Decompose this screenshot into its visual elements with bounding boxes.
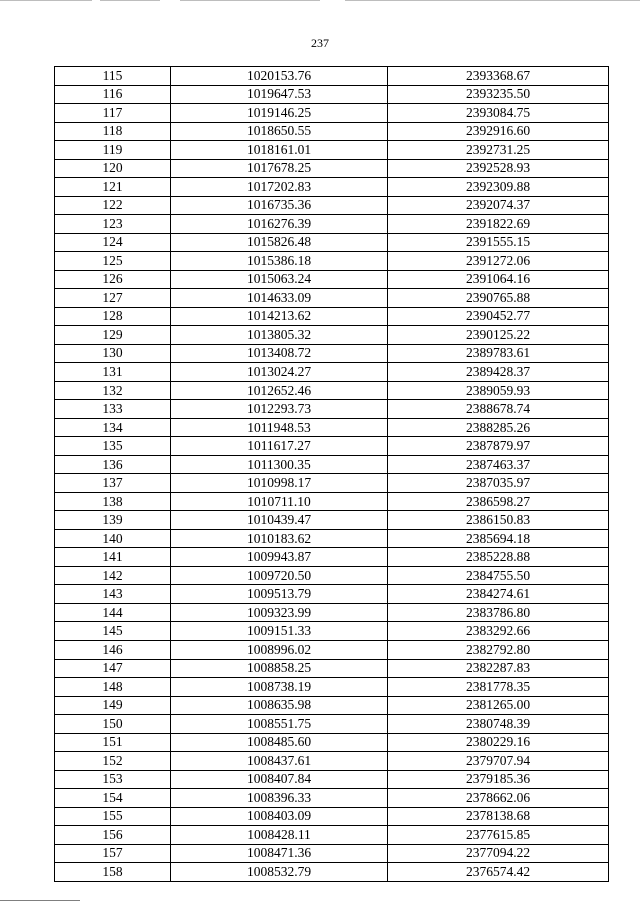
x-coordinate-cell: 1017678.25 [171, 159, 388, 178]
table-row [55, 511, 609, 530]
point-number-cell: 124 [55, 233, 171, 252]
table-row [55, 659, 609, 678]
point-number-cell: 128 [55, 307, 171, 326]
point-number-cell: 127 [55, 289, 171, 308]
table-row [55, 418, 609, 437]
x-coordinate-cell: 1016735.36 [171, 196, 388, 215]
x-coordinate-cell: 1019146.25 [171, 104, 388, 123]
point-number-cell: 129 [55, 326, 171, 345]
table-row [55, 640, 609, 659]
y-coordinate-cell: 2393084.75 [388, 104, 609, 123]
point-number-cell: 118 [55, 122, 171, 141]
x-coordinate-cell: 1010998.17 [171, 474, 388, 493]
y-coordinate-cell: 2393368.67 [388, 67, 609, 86]
point-number-cell: 143 [55, 585, 171, 604]
point-number-cell: 146 [55, 640, 171, 659]
point-number-cell: 119 [55, 141, 171, 160]
table-row [55, 233, 609, 252]
y-coordinate-cell: 2387879.97 [388, 437, 609, 456]
y-coordinate-cell: 2389059.93 [388, 381, 609, 400]
point-number-cell: 133 [55, 400, 171, 419]
point-number-cell: 148 [55, 678, 171, 697]
table-row [55, 122, 609, 141]
table-row [55, 696, 609, 715]
table-row [55, 289, 609, 308]
x-coordinate-cell: 1008407.84 [171, 770, 388, 789]
coordinates-table [54, 66, 609, 882]
y-coordinate-cell: 2379707.94 [388, 752, 609, 771]
point-number-cell: 154 [55, 789, 171, 808]
table-row [55, 363, 609, 382]
point-number-cell: 149 [55, 696, 171, 715]
table-row [55, 178, 609, 197]
table-row [55, 863, 609, 882]
x-coordinate-cell: 1011617.27 [171, 437, 388, 456]
x-coordinate-cell: 1008485.60 [171, 733, 388, 752]
point-number-cell: 140 [55, 529, 171, 548]
table-row [55, 437, 609, 456]
x-coordinate-cell: 1011948.53 [171, 418, 388, 437]
point-number-cell: 142 [55, 566, 171, 585]
x-coordinate-cell: 1015063.24 [171, 270, 388, 289]
x-coordinate-cell: 1010439.47 [171, 511, 388, 530]
y-coordinate-cell: 2386150.83 [388, 511, 609, 530]
y-coordinate-cell: 2387463.37 [388, 455, 609, 474]
y-coordinate-cell: 2391822.69 [388, 215, 609, 234]
page-number: 237 [311, 36, 329, 50]
point-number-cell: 151 [55, 733, 171, 752]
table-row [55, 67, 609, 86]
table-row [55, 270, 609, 289]
y-coordinate-cell: 2391272.06 [388, 252, 609, 271]
x-coordinate-cell: 1008437.61 [171, 752, 388, 771]
table-row [55, 622, 609, 641]
x-coordinate-cell: 1008551.75 [171, 715, 388, 734]
table-row [55, 733, 609, 752]
point-number-cell: 122 [55, 196, 171, 215]
point-number-cell: 152 [55, 752, 171, 771]
y-coordinate-cell: 2386598.27 [388, 492, 609, 511]
y-coordinate-cell: 2380229.16 [388, 733, 609, 752]
y-coordinate-cell: 2382792.80 [388, 640, 609, 659]
x-coordinate-cell: 1010711.10 [171, 492, 388, 511]
x-coordinate-cell: 1020153.76 [171, 67, 388, 86]
x-coordinate-cell: 1008738.19 [171, 678, 388, 697]
x-coordinate-cell: 1012293.73 [171, 400, 388, 419]
x-coordinate-cell: 1008532.79 [171, 863, 388, 882]
x-coordinate-cell: 1009943.87 [171, 548, 388, 567]
x-coordinate-cell: 1009323.99 [171, 603, 388, 622]
point-number-cell: 158 [55, 863, 171, 882]
x-coordinate-cell: 1008635.98 [171, 696, 388, 715]
y-coordinate-cell: 2390125.22 [388, 326, 609, 345]
x-coordinate-cell: 1008996.02 [171, 640, 388, 659]
table-row [55, 807, 609, 826]
x-coordinate-cell: 1014633.09 [171, 289, 388, 308]
table-row [55, 474, 609, 493]
table-row [55, 826, 609, 845]
point-number-cell: 126 [55, 270, 171, 289]
table-row [55, 844, 609, 863]
point-number-cell: 117 [55, 104, 171, 123]
y-coordinate-cell: 2390765.88 [388, 289, 609, 308]
x-coordinate-cell: 1012652.46 [171, 381, 388, 400]
y-coordinate-cell: 2390452.77 [388, 307, 609, 326]
point-number-cell: 120 [55, 159, 171, 178]
x-coordinate-cell: 1014213.62 [171, 307, 388, 326]
x-coordinate-cell: 1009720.50 [171, 566, 388, 585]
point-number-cell: 144 [55, 603, 171, 622]
y-coordinate-cell: 2378138.68 [388, 807, 609, 826]
x-coordinate-cell: 1008858.25 [171, 659, 388, 678]
table-row [55, 252, 609, 271]
table-row [55, 678, 609, 697]
x-coordinate-cell: 1008396.33 [171, 789, 388, 808]
y-coordinate-cell: 2389428.37 [388, 363, 609, 382]
scan-artifact-bottom [0, 900, 80, 901]
table-row [55, 400, 609, 419]
table-row [55, 770, 609, 789]
x-coordinate-cell: 1008403.09 [171, 807, 388, 826]
point-number-cell: 156 [55, 826, 171, 845]
x-coordinate-cell: 1016276.39 [171, 215, 388, 234]
table-row [55, 603, 609, 622]
y-coordinate-cell: 2383786.80 [388, 603, 609, 622]
coordinates-table-body [55, 67, 609, 882]
x-coordinate-cell: 1009513.79 [171, 585, 388, 604]
x-coordinate-cell: 1015386.18 [171, 252, 388, 271]
point-number-cell: 136 [55, 455, 171, 474]
point-number-cell: 139 [55, 511, 171, 530]
table-row [55, 344, 609, 363]
x-coordinate-cell: 1013408.72 [171, 344, 388, 363]
y-coordinate-cell: 2384274.61 [388, 585, 609, 604]
table-row [55, 752, 609, 771]
point-number-cell: 123 [55, 215, 171, 234]
y-coordinate-cell: 2392074.37 [388, 196, 609, 215]
x-coordinate-cell: 1011300.35 [171, 455, 388, 474]
table-row [55, 455, 609, 474]
y-coordinate-cell: 2387035.97 [388, 474, 609, 493]
table-row [55, 141, 609, 160]
y-coordinate-cell: 2378662.06 [388, 789, 609, 808]
table-row [55, 381, 609, 400]
y-coordinate-cell: 2392731.25 [388, 141, 609, 160]
x-coordinate-cell: 1013024.27 [171, 363, 388, 382]
point-number-cell: 145 [55, 622, 171, 641]
x-coordinate-cell: 1018650.55 [171, 122, 388, 141]
scan-artifact-top [0, 0, 640, 3]
y-coordinate-cell: 2377094.22 [388, 844, 609, 863]
x-coordinate-cell: 1008471.36 [171, 844, 388, 863]
table-row [55, 85, 609, 104]
table-row [55, 307, 609, 326]
table-row [55, 789, 609, 808]
table-row [55, 492, 609, 511]
point-number-cell: 121 [55, 178, 171, 197]
x-coordinate-cell: 1019647.53 [171, 85, 388, 104]
table-row [55, 585, 609, 604]
point-number-cell: 155 [55, 807, 171, 826]
point-number-cell: 150 [55, 715, 171, 734]
table-row [55, 715, 609, 734]
y-coordinate-cell: 2388285.26 [388, 418, 609, 437]
y-coordinate-cell: 2383292.66 [388, 622, 609, 641]
x-coordinate-cell: 1018161.01 [171, 141, 388, 160]
point-number-cell: 115 [55, 67, 171, 86]
y-coordinate-cell: 2376574.42 [388, 863, 609, 882]
y-coordinate-cell: 2393235.50 [388, 85, 609, 104]
point-number-cell: 153 [55, 770, 171, 789]
point-number-cell: 147 [55, 659, 171, 678]
point-number-cell: 131 [55, 363, 171, 382]
y-coordinate-cell: 2377615.85 [388, 826, 609, 845]
point-number-cell: 134 [55, 418, 171, 437]
y-coordinate-cell: 2391064.16 [388, 270, 609, 289]
table-row [55, 566, 609, 585]
table-row [55, 548, 609, 567]
y-coordinate-cell: 2380748.39 [388, 715, 609, 734]
point-number-cell: 130 [55, 344, 171, 363]
x-coordinate-cell: 1008428.11 [171, 826, 388, 845]
y-coordinate-cell: 2381265.00 [388, 696, 609, 715]
y-coordinate-cell: 2392528.93 [388, 159, 609, 178]
table-row [55, 159, 609, 178]
y-coordinate-cell: 2384755.50 [388, 566, 609, 585]
x-coordinate-cell: 1009151.33 [171, 622, 388, 641]
y-coordinate-cell: 2392916.60 [388, 122, 609, 141]
table-row [55, 215, 609, 234]
point-number-cell: 138 [55, 492, 171, 511]
y-coordinate-cell: 2379185.36 [388, 770, 609, 789]
x-coordinate-cell: 1017202.83 [171, 178, 388, 197]
y-coordinate-cell: 2385694.18 [388, 529, 609, 548]
y-coordinate-cell: 2382287.83 [388, 659, 609, 678]
y-coordinate-cell: 2391555.15 [388, 233, 609, 252]
point-number-cell: 132 [55, 381, 171, 400]
point-number-cell: 116 [55, 85, 171, 104]
point-number-cell: 141 [55, 548, 171, 567]
point-number-cell: 125 [55, 252, 171, 271]
point-number-cell: 157 [55, 844, 171, 863]
x-coordinate-cell: 1013805.32 [171, 326, 388, 345]
table-row [55, 529, 609, 548]
point-number-cell: 135 [55, 437, 171, 456]
y-coordinate-cell: 2388678.74 [388, 400, 609, 419]
y-coordinate-cell: 2385228.88 [388, 548, 609, 567]
x-coordinate-cell: 1010183.62 [171, 529, 388, 548]
table-row [55, 104, 609, 123]
y-coordinate-cell: 2392309.88 [388, 178, 609, 197]
table-row [55, 196, 609, 215]
y-coordinate-cell: 2381778.35 [388, 678, 609, 697]
x-coordinate-cell: 1015826.48 [171, 233, 388, 252]
y-coordinate-cell: 2389783.61 [388, 344, 609, 363]
point-number-cell: 137 [55, 474, 171, 493]
table-row [55, 326, 609, 345]
